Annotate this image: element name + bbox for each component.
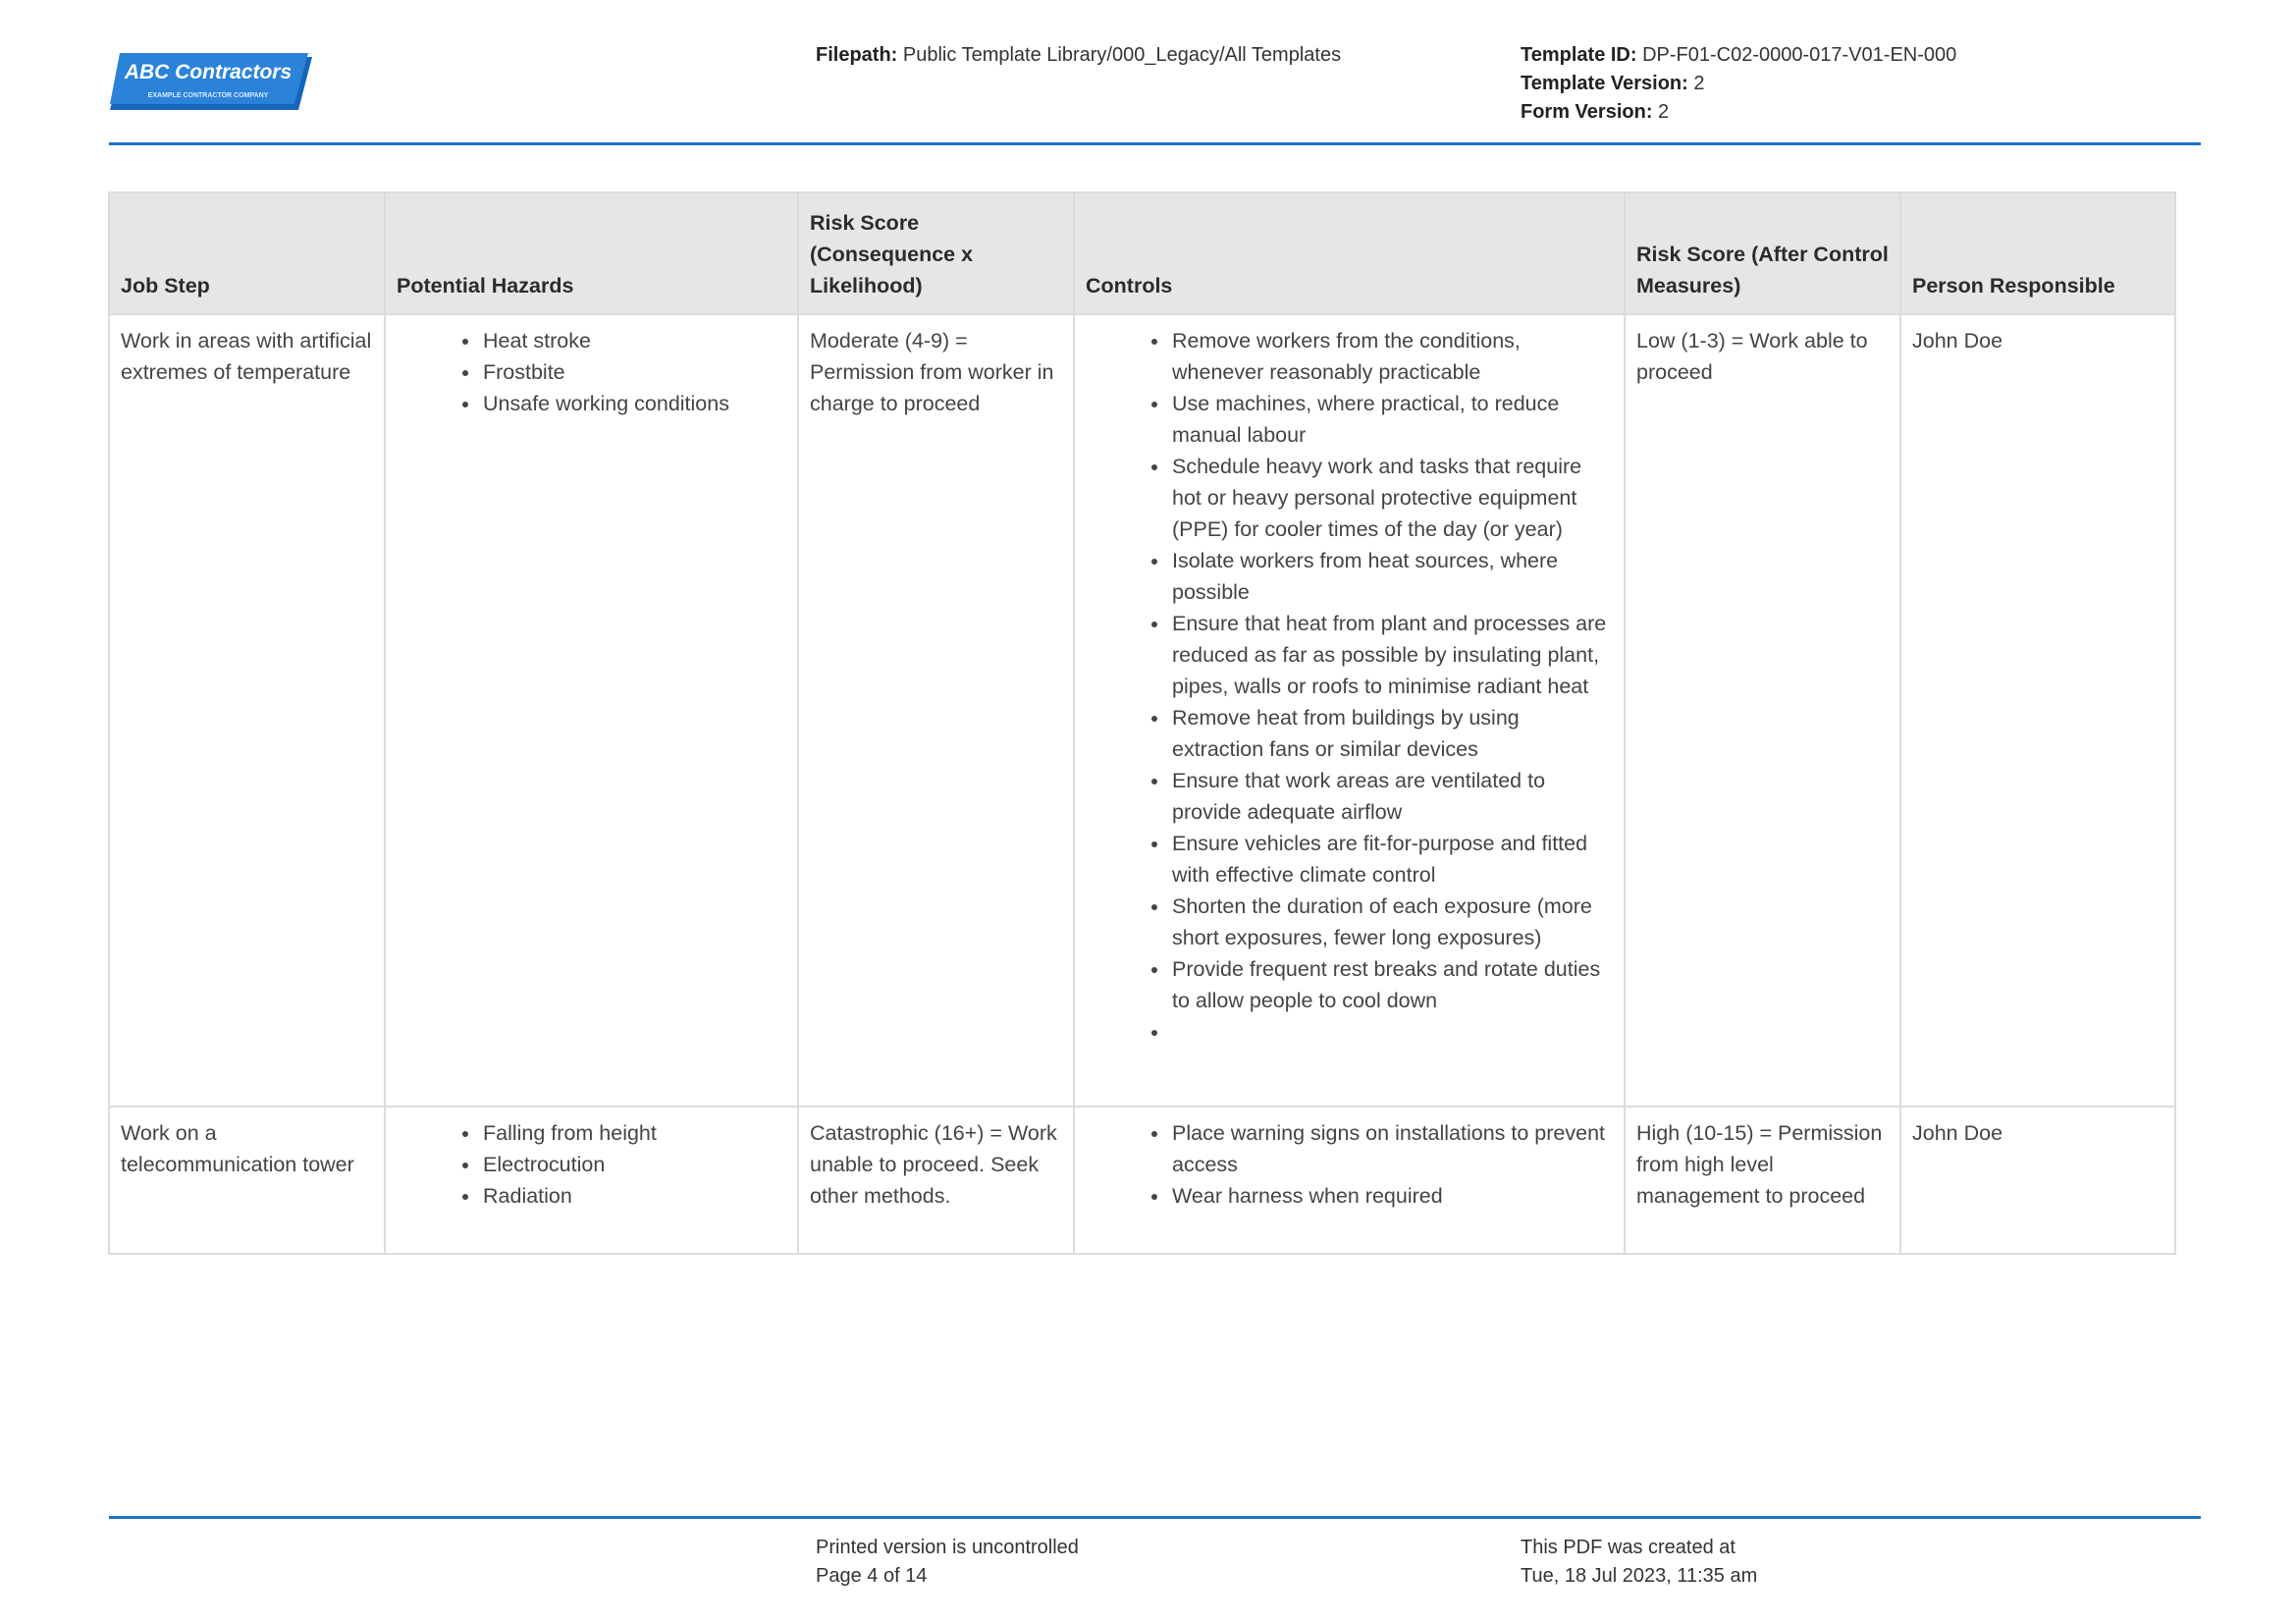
list-item: • Use machines, where practical, to reduce manual labour xyxy=(1170,388,1613,451)
col-header-potential-hazards: Potential Hazards xyxy=(385,192,798,314)
controls-list xyxy=(1086,325,1613,1048)
table-row xyxy=(109,314,2175,1107)
list-item: • Place warning signs on installations to prevent access xyxy=(1170,1117,1613,1180)
risk-after-cell: Low (1-3) = Work able to proceed xyxy=(1625,314,1900,1107)
table-header-row xyxy=(109,192,2175,314)
template-version xyxy=(1521,70,1956,98)
template-meta xyxy=(1521,41,1956,127)
col-header-job-step: Job Step xyxy=(109,192,385,314)
col-header-risk-score-after: Risk Score (After Control Measures) xyxy=(1625,192,1900,314)
uncontrolled-notice: Printed version is uncontrolled xyxy=(816,1537,1079,1558)
form-version xyxy=(1521,98,1956,127)
risk-score-cell: Catastrophic (16+) = Work unable to proceed. Seek other methods. xyxy=(798,1107,1074,1254)
template-id-label: Template ID: xyxy=(1521,44,1637,66)
col-header-risk-score: Risk Score (Consequence x Likelihood) xyxy=(798,192,1074,314)
list-item: • Heat stroke xyxy=(481,325,786,356)
col-header-controls: Controls xyxy=(1074,192,1625,314)
hazards-cell xyxy=(385,1107,798,1254)
template-id xyxy=(1521,41,1956,70)
list-item: • Electrocution xyxy=(481,1149,786,1180)
list-item: • Frostbite xyxy=(481,356,786,388)
table-row xyxy=(109,1107,2175,1254)
list-item: • Schedule heavy work and tasks that require hot or heavy personal protective equipment (PPE) for cooler times of the day (or year) xyxy=(1170,451,1613,545)
template-id-value: DP-F01-C02-0000-017-V01-EN-000 xyxy=(1642,44,1957,66)
risk-after-cell: High (10-15) = Permission from high level management to proceed xyxy=(1625,1107,1900,1254)
filepath-label: Filepath: xyxy=(816,44,898,66)
list-item: • Ensure that heat from plant and processes are reduced as far as possible by insulating plant, pipes, walls or roofs to minimise radiant heat xyxy=(1170,608,1613,702)
controls-list xyxy=(1086,1117,1613,1212)
list-item: • Wear harness when required xyxy=(1170,1180,1613,1212)
col-header-person-responsible: Person Responsible xyxy=(1900,192,2175,314)
risk-assessment-table xyxy=(108,191,2176,1255)
template-version-value: 2 xyxy=(1693,73,1705,94)
form-version-value: 2 xyxy=(1658,101,1670,123)
list-item: • Radiation xyxy=(481,1180,786,1212)
list-item: • Ensure that work areas are ventilated to provide adequate airflow xyxy=(1170,765,1613,828)
footer-print-info xyxy=(816,1534,1079,1591)
list-item xyxy=(1170,1016,1613,1048)
job-step-cell: Work in areas with artificial extremes of temperature xyxy=(109,314,385,1107)
template-version-label: Template Version: xyxy=(1521,73,1688,94)
header-divider xyxy=(109,142,2201,145)
list-item: • Remove heat from buildings by using extraction fans or similar devices xyxy=(1170,702,1613,765)
list-item: • Provide frequent rest breaks and rotate duties to allow people to cool down xyxy=(1170,953,1613,1016)
controls-cell xyxy=(1074,1107,1625,1254)
risk-score-cell: Moderate (4-9) = Permission from worker in charge to proceed xyxy=(798,314,1074,1107)
filepath-value: Public Template Library/000_Legacy/All Templates xyxy=(902,44,1342,66)
list-item: • Shorten the duration of each exposure (more short exposures, fewer long exposures) xyxy=(1170,891,1613,953)
created-label: This PDF was created at xyxy=(1521,1537,1735,1558)
controls-cell xyxy=(1074,314,1625,1107)
list-item: • Remove workers from the conditions, whenever reasonably practicable xyxy=(1170,325,1613,388)
list-item: • Isolate workers from heat sources, where possible xyxy=(1170,545,1613,608)
list-item: • Ensure vehicles are fit-for-purpose and fitted with effective climate control xyxy=(1170,828,1613,891)
footer-created-info xyxy=(1521,1534,1757,1591)
form-version-label: Form Version: xyxy=(1521,101,1653,123)
footer-divider xyxy=(109,1516,2201,1519)
person-responsible-cell: John Doe xyxy=(1900,314,2175,1107)
hazards-list xyxy=(397,325,786,419)
created-date: Tue, 18 Jul 2023, 11:35 am xyxy=(1521,1565,1758,1587)
hazards-cell xyxy=(385,314,798,1107)
company-logo xyxy=(110,53,316,114)
logo-tagline: EXAMPLE CONTRACTOR COMPANY xyxy=(147,92,269,99)
logo-name: ABC Contractors xyxy=(124,61,293,83)
hazards-list xyxy=(397,1117,786,1212)
person-responsible-cell: John Doe xyxy=(1900,1107,2175,1254)
list-item: • Unsafe working conditions xyxy=(481,388,786,419)
job-step-cell: Work on a telecommunication tower xyxy=(109,1107,385,1254)
list-item: • Falling from height xyxy=(481,1117,786,1149)
page-number: Page 4 of 14 xyxy=(816,1565,928,1587)
filepath xyxy=(816,41,1341,70)
